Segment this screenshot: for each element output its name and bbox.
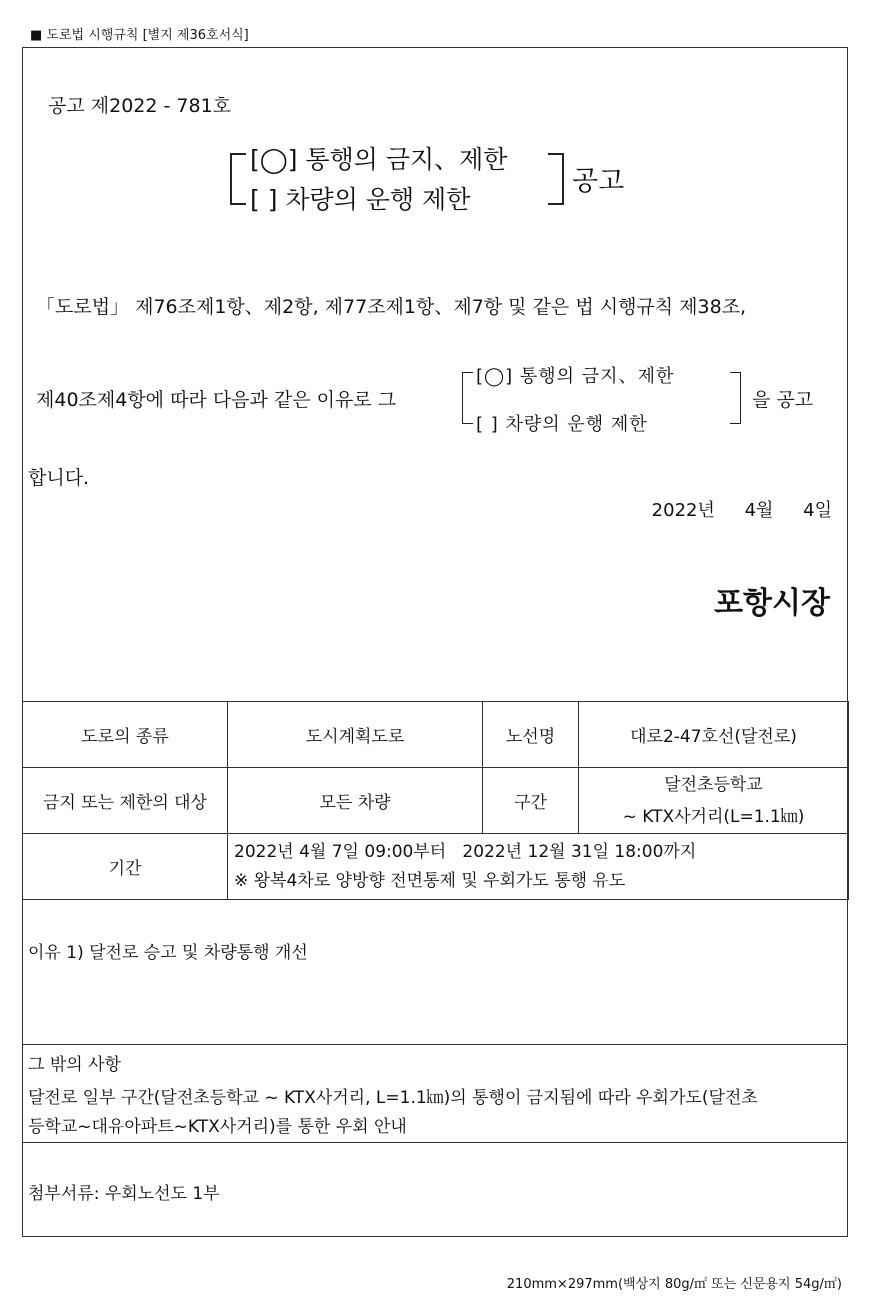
section-label: 구간 xyxy=(483,768,579,834)
inline-option-block xyxy=(462,358,742,438)
paper-spec: 210mm×297mm(백상지 80g/㎡ 또는 신문용지 54g/㎡) xyxy=(506,1277,842,1292)
title-left-bracket xyxy=(230,153,246,205)
reason-section xyxy=(22,899,848,1044)
target-value: 모든 차량 xyxy=(228,768,483,834)
body-line-1: 「도로법」 제76조제1항、제2항, 제77조제1항、제7항 및 같은 법 시행규칙 제38조, xyxy=(36,296,747,318)
title-suffix: 공고 xyxy=(572,166,625,197)
body-line-2-prefix: 제40조제4항에 따라 다음과 같은 이유로 그 xyxy=(36,389,397,411)
table-row xyxy=(23,768,849,834)
inline-option-1: [◯] 통행의 금지、제한 xyxy=(476,366,675,387)
body-line-2-suffix: 을 공고 xyxy=(752,389,814,411)
section-value-line-1: 달전초등학교 xyxy=(664,774,763,795)
table-row xyxy=(23,834,849,900)
inline-left-bracket xyxy=(462,372,473,424)
period-line-2: ※ 왕복4차로 양방향 전면통제 및 우회가도 통행 유도 xyxy=(234,870,626,891)
other-line-2: 등학교~대유아파트~KTX사거리)를 통한 우회 안내 xyxy=(28,1117,407,1137)
period-label: 기간 xyxy=(23,834,228,900)
title-option-1: [◯] 통행의 금지、제한 xyxy=(250,145,508,174)
other-matters-section xyxy=(22,1044,848,1142)
issuer-name: 포항시장 xyxy=(714,586,830,621)
reason-text: 이유 1) 달전로 승고 및 차량통행 개선 xyxy=(28,943,308,963)
other-heading: 그 밖의 사항 xyxy=(28,1055,121,1075)
period-line-1: 2022년 4월 7일 09:00부터 2022년 12월 31일 18:00까지 xyxy=(234,841,697,862)
attachment-text: 첨부서류: 우회노선도 1부 xyxy=(28,1184,220,1204)
attachment-section xyxy=(22,1142,848,1237)
road-type-value: 도시계획도로 xyxy=(228,702,483,768)
other-line-1: 달전로 일부 구간(달전초등학교 ~ KTX사거리, L=1.1㎞)의 통행이 금지됨에 따라 우회가도(달전초 xyxy=(28,1088,758,1108)
road-type-label: 도로의 종류 xyxy=(23,702,228,768)
table-row xyxy=(23,702,849,768)
route-label: 노선명 xyxy=(483,702,579,768)
section-value xyxy=(579,768,849,834)
title-right-bracket xyxy=(548,153,564,205)
period-value xyxy=(228,834,849,900)
title-option-2: [ ] 차량의 운행 제한 xyxy=(250,185,471,214)
body-line-3: 합니다. xyxy=(28,467,90,489)
form-label: ■ 도로법 시행규칙 [별지 제36호서식] xyxy=(30,28,249,43)
inline-option-2: [ ] 차량의 운행 제한 xyxy=(476,414,648,435)
route-value: 대로2-47호선(달전로) xyxy=(579,702,849,768)
info-table xyxy=(22,701,849,900)
inline-right-bracket xyxy=(730,372,741,424)
notice-date: 2022년 4월 4일 xyxy=(651,500,832,521)
target-label: 금지 또는 제한의 대상 xyxy=(23,768,228,834)
notice-number: 공고 제2022 - 781호 xyxy=(48,95,232,117)
title-block xyxy=(230,140,630,216)
section-value-line-2: ~ KTX사거리(L=1.1㎞) xyxy=(622,806,805,827)
